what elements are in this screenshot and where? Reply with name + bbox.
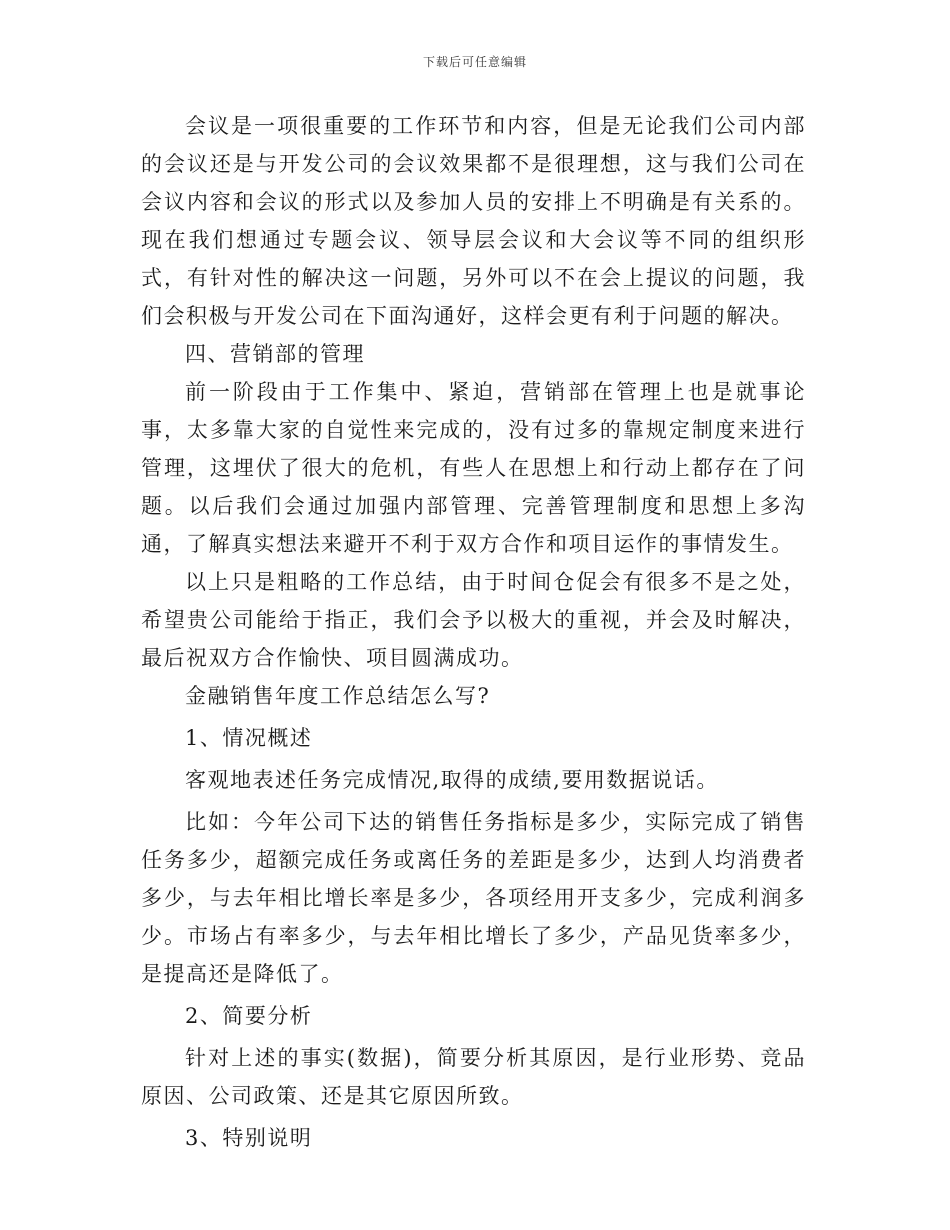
paragraph-overview: 客观地表述任务完成情况,取得的成绩,要用数据说话。 [185,768,719,792]
paragraph-example: 比如：今年公司下达的销售任务指标是多少，实际完成了销售任务多少，超额完成任务或离任务的差距是多少，达到人均消费者多少，与去年相比增长率是多少，各项经用开支多少，完成利润多少。市场占有率多少，与去年相比增长了多少，产品见货率多少，是提高还是降低了。 [141,810,806,986]
section-heading-analysis: 2、简要分析 [185,1004,313,1028]
page-header: 下载后可任意编辑 [422,55,527,69]
paragraph-meetings: 会议是一项很重要的工作环节和内容，但是无论我们公司内部的会议还是与开发公司的会议效果都不是很理想，这与我们公司在会议内容和会议的形式以及参加人员的安排上不明确是有关系的。现在我们想通过专题会议、领导层会议和大会议等不同的组织形式，有针对性的解决这一问题，另外可以不在会上提议的问题，我们会积极与开发公司在下面沟通好，这样会更有利于问题的解决。 [141,114,806,328]
title-financial-sales-summary: 金融销售年度工作总结怎么写? [185,684,491,708]
paragraph-analysis: 针对上述的事实(数据)，简要分析其原因，是行业形势、竞品原因、公司政策、还是其它原因所致。 [141,1046,806,1108]
paragraph-marketing-management: 前一阶段由于工作集中、紧迫，营销部在管理上也是就事论事，太多靠大家的自觉性来完成的，没有过多的靠规定制度来进行管理，这埋伏了很大的危机，有些人在思想上和行动上都存在了问题。以后我们会通过加强内部管理、完善管理制度和思想上多沟通，了解真实想法来避开不利于双方合作和项目运作的事情发生。 [141,380,806,556]
paragraph-conclusion: 以上只是粗略的工作总结，由于时间仓促会有很多不是之处，希望贵公司能给于指正，我们会予以极大的重视，并会及时解决，最后祝双方合作愉快、项目圆满成功。 [141,570,806,670]
section-heading-overview: 1、情况概述 [185,726,313,750]
section-heading-special-notes: 3、特别说明 [185,1126,313,1150]
section-heading-marketing-management: 四、营销部的管理 [185,342,365,366]
document-body [141,107,806,1157]
